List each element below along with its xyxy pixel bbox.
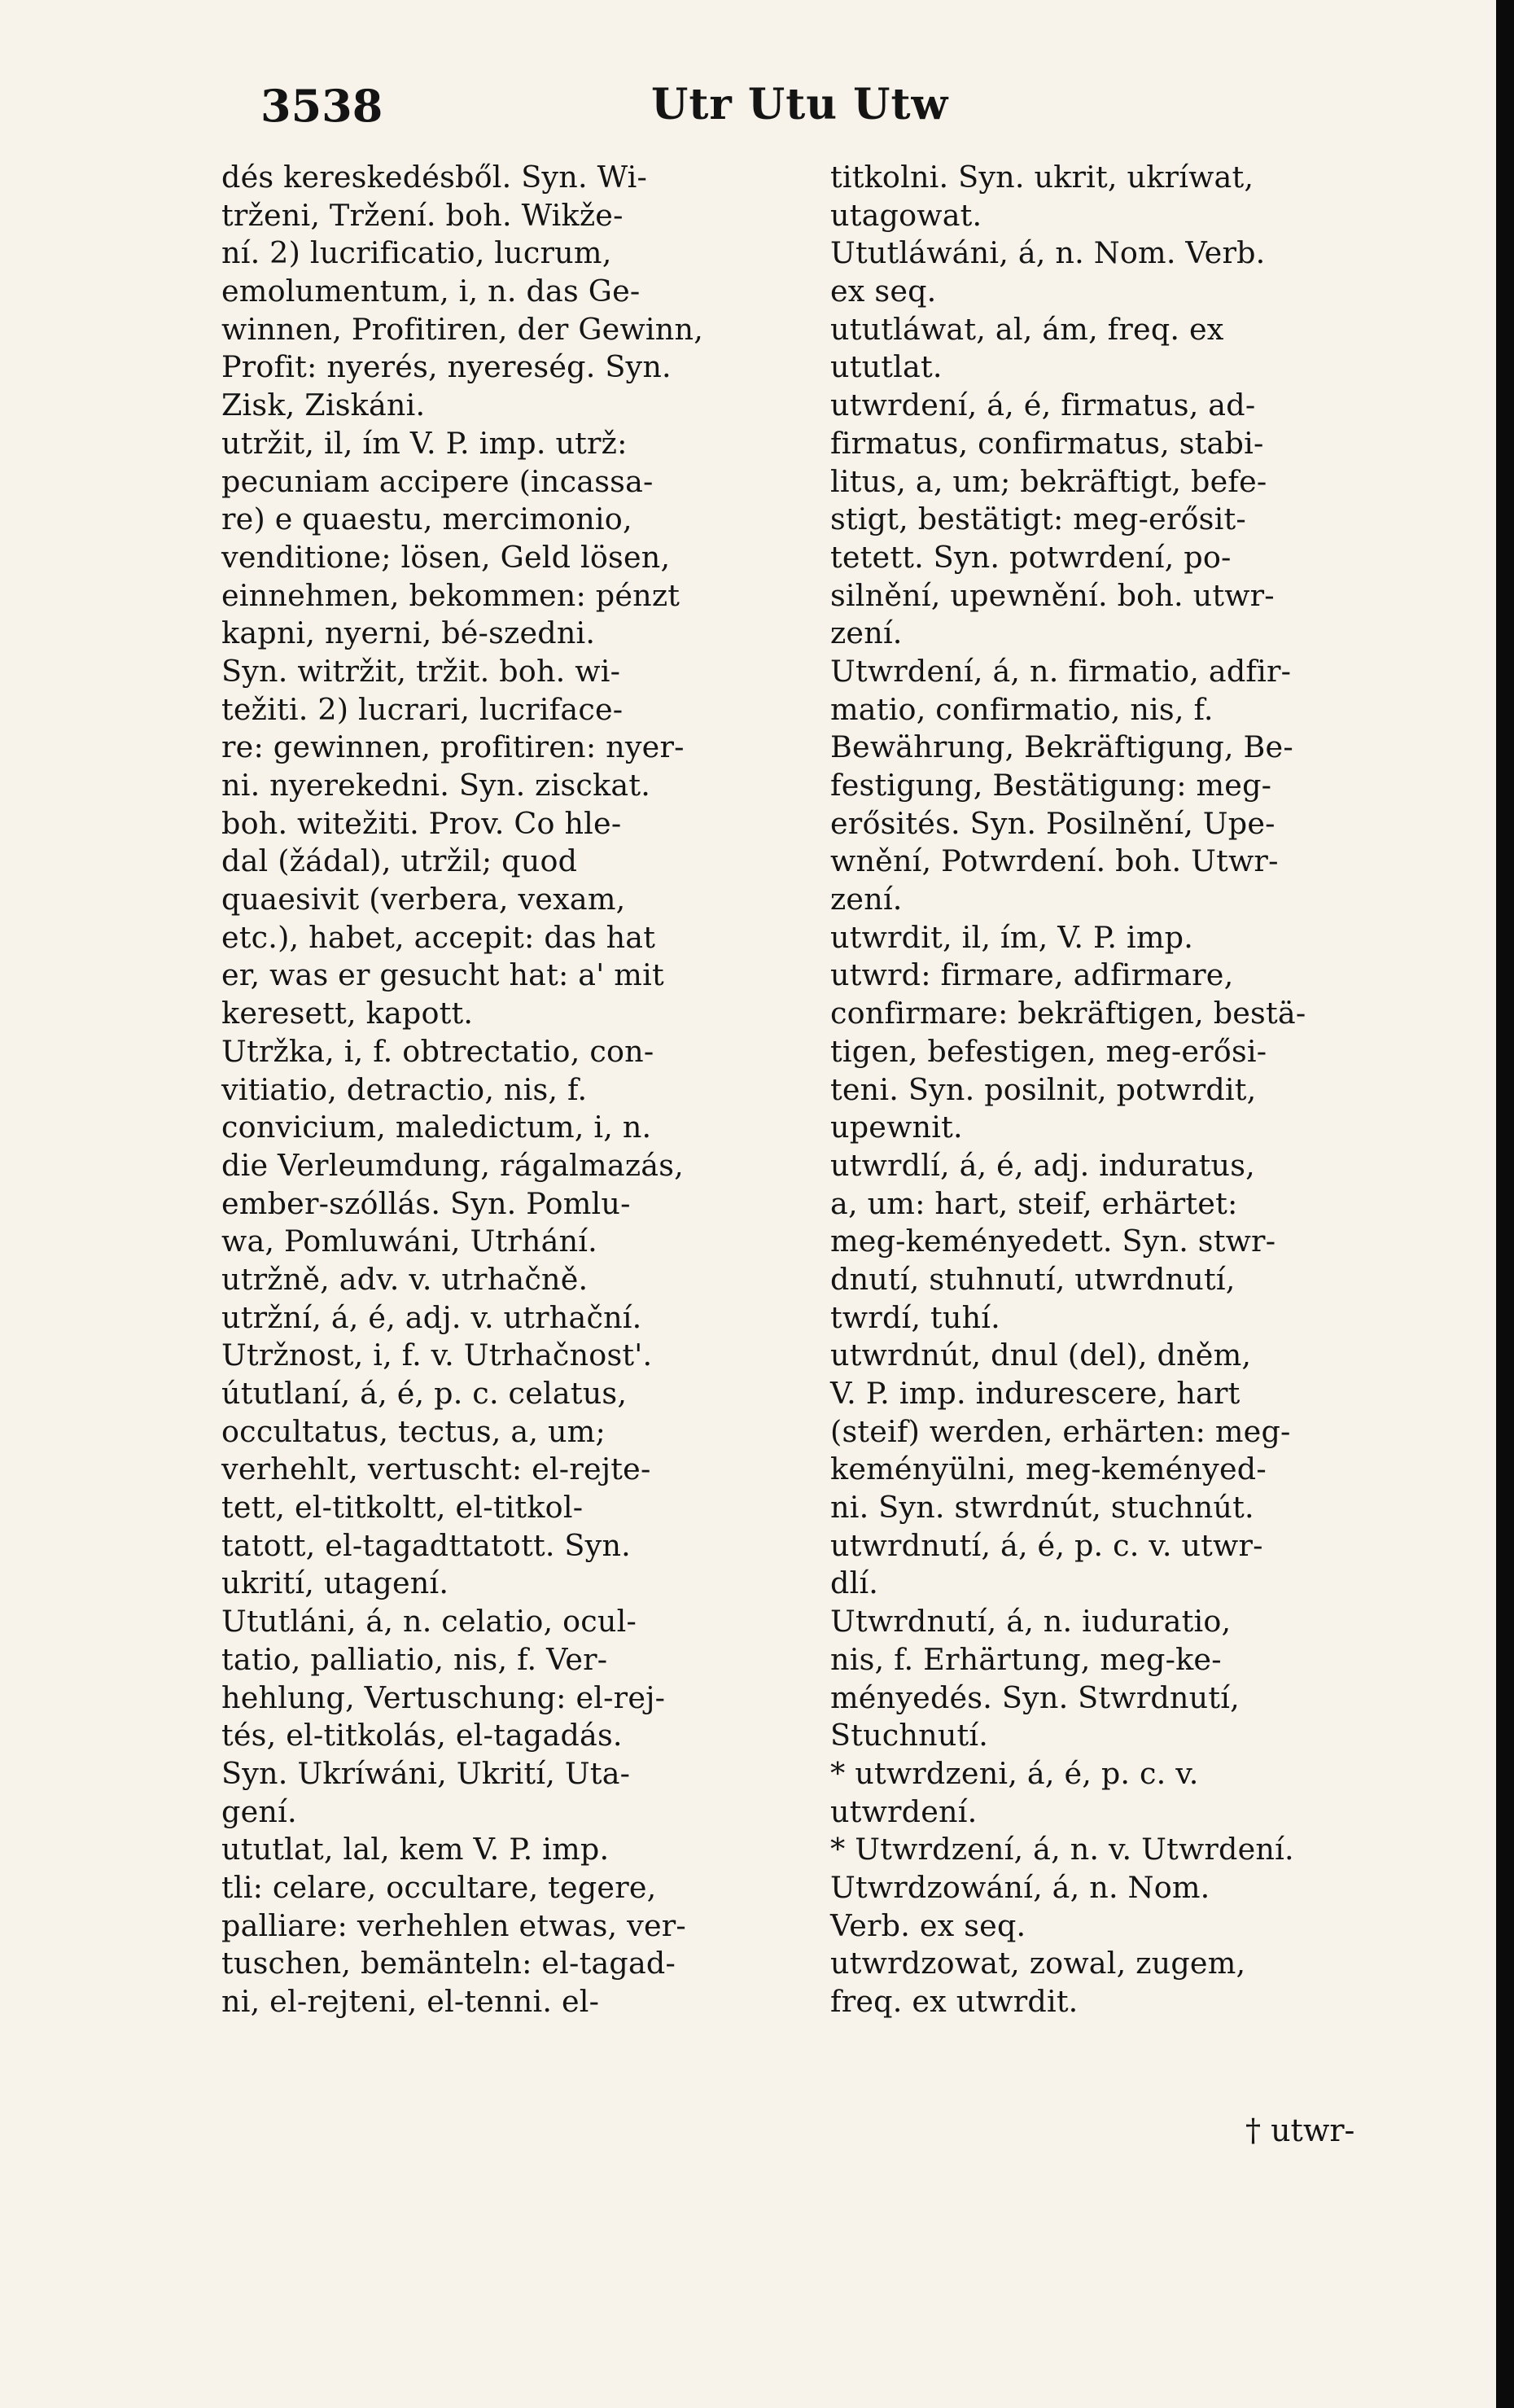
text-line: silnění, upewnění. boh. utwr- (830, 577, 1275, 613)
text-line: (steif) werden, erhärten: meg- (830, 1413, 1291, 1449)
text-line: tatio, palliatio, nis, f. Ver- (221, 1641, 608, 1677)
text-line: teni. Syn. posilnit, potwrdit, (830, 1071, 1257, 1107)
text-line: * utwrdzeni, á, é, p. c. v. (830, 1755, 1199, 1791)
text-line: utagowat. (830, 197, 982, 233)
text-line: ni, el-rejteni, el-tenni. el- (221, 1984, 600, 2019)
text-line: ukrití, utagení. (221, 1565, 449, 1601)
text-line: firmatus, confirmatus, stabi- (830, 425, 1264, 461)
text-line: ní. 2) lucrificatio, lucrum, (221, 235, 612, 271)
text-line: utwrdlí, á, é, adj. induratus, (830, 1147, 1255, 1183)
text-line: re) e quaestu, mercimonio, (221, 501, 632, 537)
text-line: utwrdení, á, é, firmatus, ad- (830, 387, 1256, 423)
text-line: ni. Syn. stwrdnút, stuchnút. (830, 1490, 1254, 1526)
text-line: keményülni, meg-keményed- (830, 1451, 1267, 1487)
text-line: dés kereskedésből. Syn. Wi- (221, 160, 648, 195)
text-line: re: gewinnen, profitiren: nyer- (221, 729, 685, 765)
running-head: Utr Utu Utw (651, 80, 949, 129)
text-line: einnehmen, bekommen: pénzt (221, 577, 680, 613)
text-line: ember-szóllás. Syn. Pomlu- (221, 1185, 631, 1221)
text-line: tigen, befestigen, meg-erősi- (830, 1033, 1267, 1069)
text-line: pecuniam accipere (incassa- (221, 463, 654, 499)
text-line: freq. ex utwrdit. (830, 1984, 1079, 2019)
text-line: kapni, nyerni, bé-szedni. (221, 615, 596, 651)
text-line: er, was er gesucht hat: a' mit (221, 957, 664, 993)
text-line: Utržnost, i, f. v. Utrhačnost'. (221, 1338, 653, 1373)
text-line: utwrdzowat, zowal, zugem, (830, 1946, 1246, 1981)
text-line: tuschen, bemänteln: el-tagad- (221, 1946, 676, 1981)
text-line: utwrdení. (830, 1793, 978, 1829)
text-line: dnutí, stuhnutí, utwrdnutí, (830, 1261, 1236, 1297)
text-line: quaesivit (verbera, vexam, (221, 882, 626, 917)
text-line: twrdí, tuhí. (830, 1299, 1000, 1335)
text-line: Utwrdení, á, n. firmatio, adfir- (830, 653, 1292, 689)
text-line: erősités. Syn. Posilnění, Upe- (830, 805, 1276, 841)
text-line: zení. (830, 615, 903, 651)
text-line: zení. (830, 882, 903, 917)
text-line: Utwrdnutí, á, n. iuduratio, (830, 1604, 1232, 1640)
page-number: 3538 (260, 80, 383, 132)
text-line: utwrdnút, dnul (del), dněm, (830, 1338, 1252, 1373)
text-line: keresett, kapott. (221, 996, 474, 1031)
text-line: utwrdnutí, á, é, p. c. v. utwr- (830, 1527, 1263, 1563)
text-line: Ututláni, á, n. celatio, ocul- (221, 1604, 637, 1640)
text-line: emolumentum, i, n. das Ge- (221, 274, 641, 309)
text-line: titkolni. Syn. ukrit, ukríwat, (830, 160, 1254, 195)
text-line: ututláwat, al, ám, freq. ex (830, 311, 1224, 347)
text-line: tett, el-titkoltt, el-titkol- (221, 1490, 584, 1526)
text-line: Ututláwáni, á, n. Nom. Verb. (830, 235, 1266, 271)
text-line: utržit, il, ím V. P. imp. utrž: (221, 425, 628, 461)
text-line: matio, confirmatio, nis, f. (830, 691, 1214, 727)
text-line: ex seq. (830, 274, 937, 309)
text-line: festigung, Bestätigung: meg- (830, 768, 1272, 803)
text-line: utwrd: firmare, adfirmare, (830, 957, 1234, 993)
text-line: tés, el-titkolás, el-tagadás. (221, 1718, 623, 1753)
text-line: hehlung, Vertuschung: el-rej- (221, 1679, 666, 1715)
text-line: ményedés. Syn. Stwrdnutí, (830, 1679, 1240, 1715)
text-line: tatott, el-tagadttatott. Syn. (221, 1527, 631, 1563)
text-line: verhehlt, vertuscht: el-rejte- (221, 1451, 651, 1487)
text-line: a, um: hart, steif, erhärtet: (830, 1185, 1238, 1221)
text-line: occultatus, tectus, a, um; (221, 1413, 606, 1449)
text-line: litus, a, um; bekräftigt, befe- (830, 463, 1267, 499)
text-line: boh. witežiti. Prov. Co hle- (221, 805, 622, 841)
text-line: Profit: nyerés, nyereség. Syn. (221, 349, 672, 385)
text-line: utržně, adv. v. utrhačně. (221, 1261, 589, 1297)
text-line: Utwrdzowání, á, n. Nom. (830, 1869, 1210, 1905)
page-header (260, 80, 1252, 145)
text-line: ututlat, lal, kem V. P. imp. (221, 1832, 610, 1867)
text-line: Syn. witržit, tržit. boh. wi- (221, 653, 621, 689)
text-line: nis, f. Erhärtung, meg-ke- (830, 1641, 1222, 1677)
text-line: upewnit. (830, 1110, 963, 1145)
text-line: venditione; lösen, Geld lösen, (221, 539, 671, 575)
text-line: utwrdit, il, ím, V. P. imp. (830, 919, 1194, 955)
text-line: wa, Pomluwáni, Utrhání. (221, 1224, 597, 1259)
text-line: tli: celare, occultare, tegere, (221, 1869, 657, 1905)
text-line: tetett. Syn. potwrdení, po- (830, 539, 1232, 575)
text-line: Verb. ex seq. (830, 1907, 1026, 1943)
text-line: confirmare: bekräftigen, bestä- (830, 996, 1306, 1031)
text-line: convicium, maledictum, i, n. (221, 1110, 652, 1145)
text-line: gení. (221, 1793, 297, 1829)
text-line: wnění, Potwrdení. boh. Utwr- (830, 843, 1279, 879)
text-line: útutlaní, á, é, p. c. celatus, (221, 1376, 628, 1411)
text-line: težiti. 2) lucrari, lucriface- (221, 691, 624, 727)
text-line: die Verleumdung, rágalmazás, (221, 1147, 684, 1183)
text-line: winnen, Profitiren, der Gewinn, (221, 311, 704, 347)
text-line: Bewährung, Bekräftigung, Be- (830, 729, 1293, 765)
text-line: * Utwrdzení, á, n. v. Utwrdení. (830, 1832, 1294, 1867)
right-column (830, 159, 1473, 2021)
text-line: meg-keményedett. Syn. stwr- (830, 1224, 1276, 1259)
text-line: dal (žádal), utržil; quod (221, 843, 578, 879)
text-line: etc.), habet, accepit: das hat (221, 919, 656, 955)
text-line: utržní, á, é, adj. v. utrhační. (221, 1299, 642, 1335)
text-line: Zisk, Ziskáni. (221, 387, 426, 423)
text-line: dlí. (830, 1565, 879, 1601)
catchword: † utwr- (1245, 2112, 1355, 2148)
text-line: trženi, Tržení. boh. Wikže- (221, 197, 624, 233)
text-line: Utržka, i, f. obtrectatio, con- (221, 1033, 654, 1069)
text-line: V. P. imp. indurescere, hart (830, 1376, 1241, 1411)
text-line: stigt, bestätigt: meg-erősit- (830, 501, 1246, 537)
text-line: vitiatio, detractio, nis, f. (221, 1071, 588, 1107)
text-line: Stuchnutí. (830, 1718, 989, 1753)
text-line: Syn. Ukríwáni, Ukrití, Uta- (221, 1755, 631, 1791)
text-line: ni. nyerekedni. Syn. zisckat. (221, 768, 650, 803)
text-line: palliare: verhehlen etwas, ver- (221, 1907, 686, 1943)
text-line: ututlat. (830, 349, 943, 385)
left-column (221, 159, 816, 2021)
